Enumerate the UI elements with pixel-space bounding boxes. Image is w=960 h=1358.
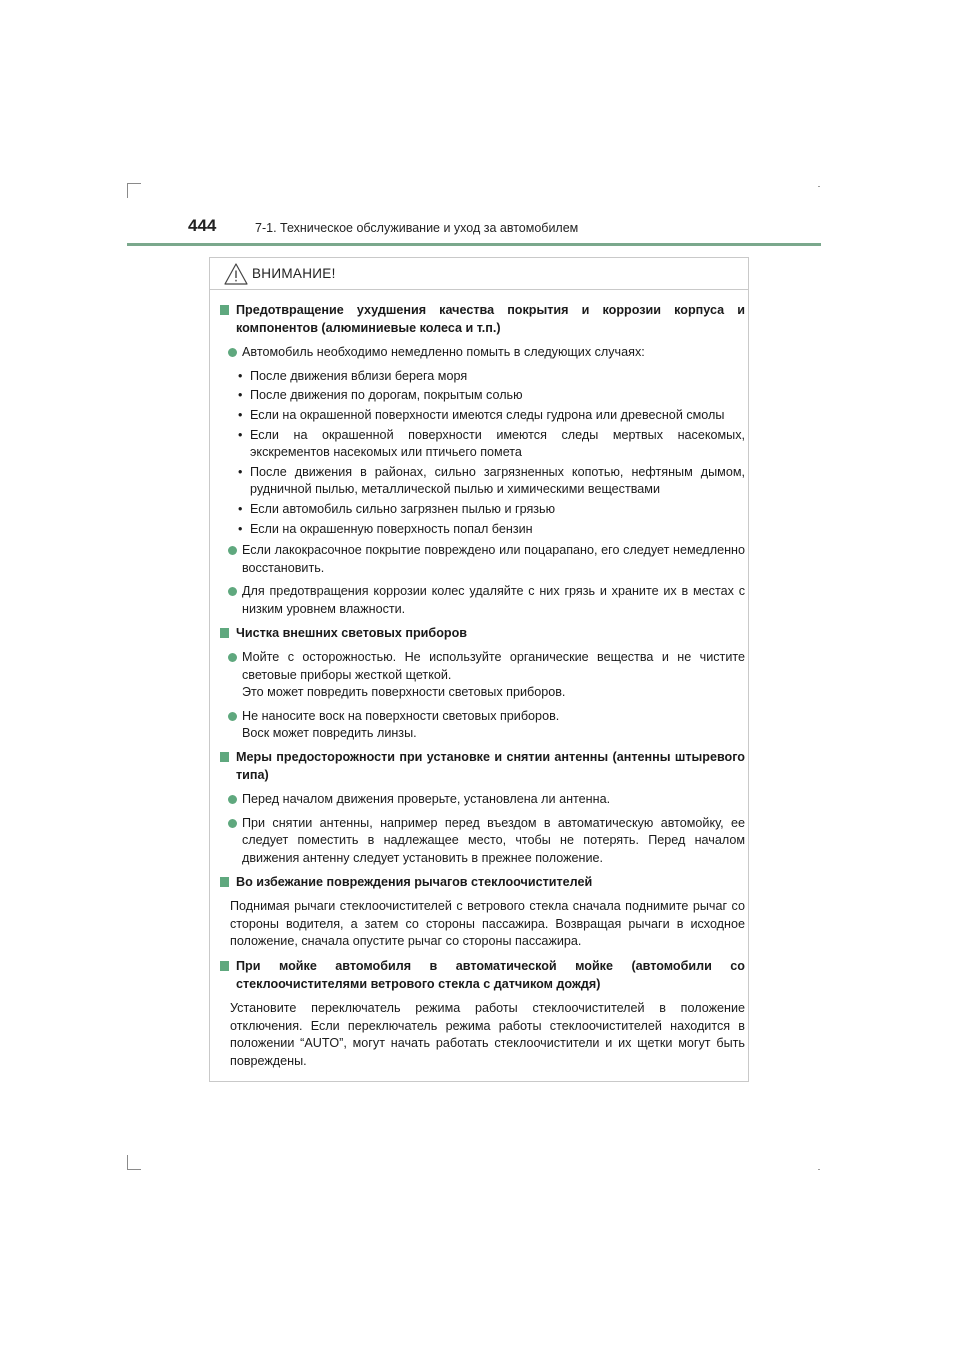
list-item: При снятии антенны, например перед въездом в автоматическую автомойку, ее следует поместить в надлежащее место, чтобы не потерять. Перед началом движения антенну следует установить в прежнее положение. bbox=[218, 815, 745, 868]
wash-conditions-list bbox=[218, 368, 745, 538]
section-heading-paint-corrosion: Предотвращение ухудшения качества покрытия и коррозии корпуса и компонентов (алюминиевые колеса и т.п.) bbox=[218, 302, 745, 337]
section-heading-car-wash: При мойке автомобиля в автоматической мойке (автомобили со стеклоочистителями ветрового стекла с датчиком дождя) bbox=[218, 958, 745, 993]
list-item: Перед началом движения проверьте, установлена ли антенна. bbox=[218, 791, 745, 809]
list-item: • После движения вблизи берега моря bbox=[218, 368, 745, 386]
list-item-text: Не наносите воск на поверхности световых приборов. bbox=[242, 708, 560, 723]
list-item: • Если на окрашенной поверхности имеются следы гудрона или древесной смолы bbox=[218, 407, 745, 425]
list-item: Для предотвращения коррозии колес удаляйте с них грязь и храните их в местах с низким уровнем влажности. bbox=[218, 583, 745, 618]
crop-dot-bottom-right bbox=[818, 1169, 820, 1170]
page-number: 444 bbox=[188, 216, 217, 235]
list-item: • Если автомобиль сильно загрязнен пылью и грязью bbox=[218, 501, 745, 519]
list-item-text: Мойте с осторожностью. Не используйте органические вещества и не чистите световые приборы жесткой щеткой. bbox=[242, 650, 745, 682]
list-item: • После движения в районах, сильно загрязненных копотью, нефтяным дымом, рудничной пылью, металлической пылью и химическими веществами bbox=[218, 464, 745, 499]
section-heading-wiper-arms: Во избежание повреждения рычагов стеклоочистителей bbox=[218, 874, 745, 892]
section-paragraph: Поднимая рычаги стеклоочистителей с ветрового стекла сначала поднимите рычаг со стороны водителя, а затем со стороны пассажира. Возвращая рычаги в исходное положение, сначала опустите рычаг со стороны пассажира. bbox=[230, 899, 745, 949]
warning-box bbox=[209, 257, 749, 1082]
list-item: Автомобиль необходимо немедленно помыть в следующих случаях: bbox=[218, 344, 745, 362]
section-heading-lights-cleaning: Чистка внешних световых приборов bbox=[218, 625, 745, 643]
list-item-note: Это может повредить поверхности световых приборов. bbox=[242, 685, 566, 700]
section-heading-antenna: Меры предосторожности при установке и снятии антенны (антенны штыревого типа) bbox=[218, 749, 745, 784]
crop-dot-top-right bbox=[818, 186, 820, 187]
list-item bbox=[218, 708, 745, 743]
warning-triangle-icon bbox=[223, 262, 249, 286]
warning-content bbox=[218, 302, 745, 1078]
crop-mark-top-left-horizontal bbox=[127, 183, 141, 184]
crop-mark-bottom-left-horizontal bbox=[127, 1169, 141, 1170]
list-item: Если лакокрасочное покрытие повреждено или поцарапано, его следует немедленно восстановить. bbox=[218, 542, 745, 577]
crop-mark-bottom-left-vertical bbox=[127, 1155, 128, 1170]
section-paragraph: Установите переключатель режима работы стеклоочистителей в положение отключения. Если переключатель режима работы стеклоочистителей находится в положении “AUTO”, могут начать работать стеклоочистители и их щетки могут быть повреждены. bbox=[230, 1001, 745, 1068]
list-item: • Если на окрашенную поверхность попал бензин bbox=[218, 521, 745, 539]
warning-title: ВНИМАНИЕ! bbox=[252, 266, 336, 281]
list-item-note: Воск может повредить линзы. bbox=[242, 726, 417, 741]
list-item: • Если на окрашенной поверхности имеются следы мертвых насекомых, экскрементов насекомых или птичьего помета bbox=[218, 427, 745, 462]
header-rule bbox=[127, 243, 821, 246]
warning-header bbox=[210, 258, 748, 290]
list-item bbox=[218, 649, 745, 702]
list-item: • После движения по дорогам, покрытым солью bbox=[218, 387, 745, 405]
section-title: 7-1. Техническое обслуживание и уход за автомобилем bbox=[255, 221, 579, 235]
crop-mark-top-left-vertical bbox=[127, 183, 128, 198]
